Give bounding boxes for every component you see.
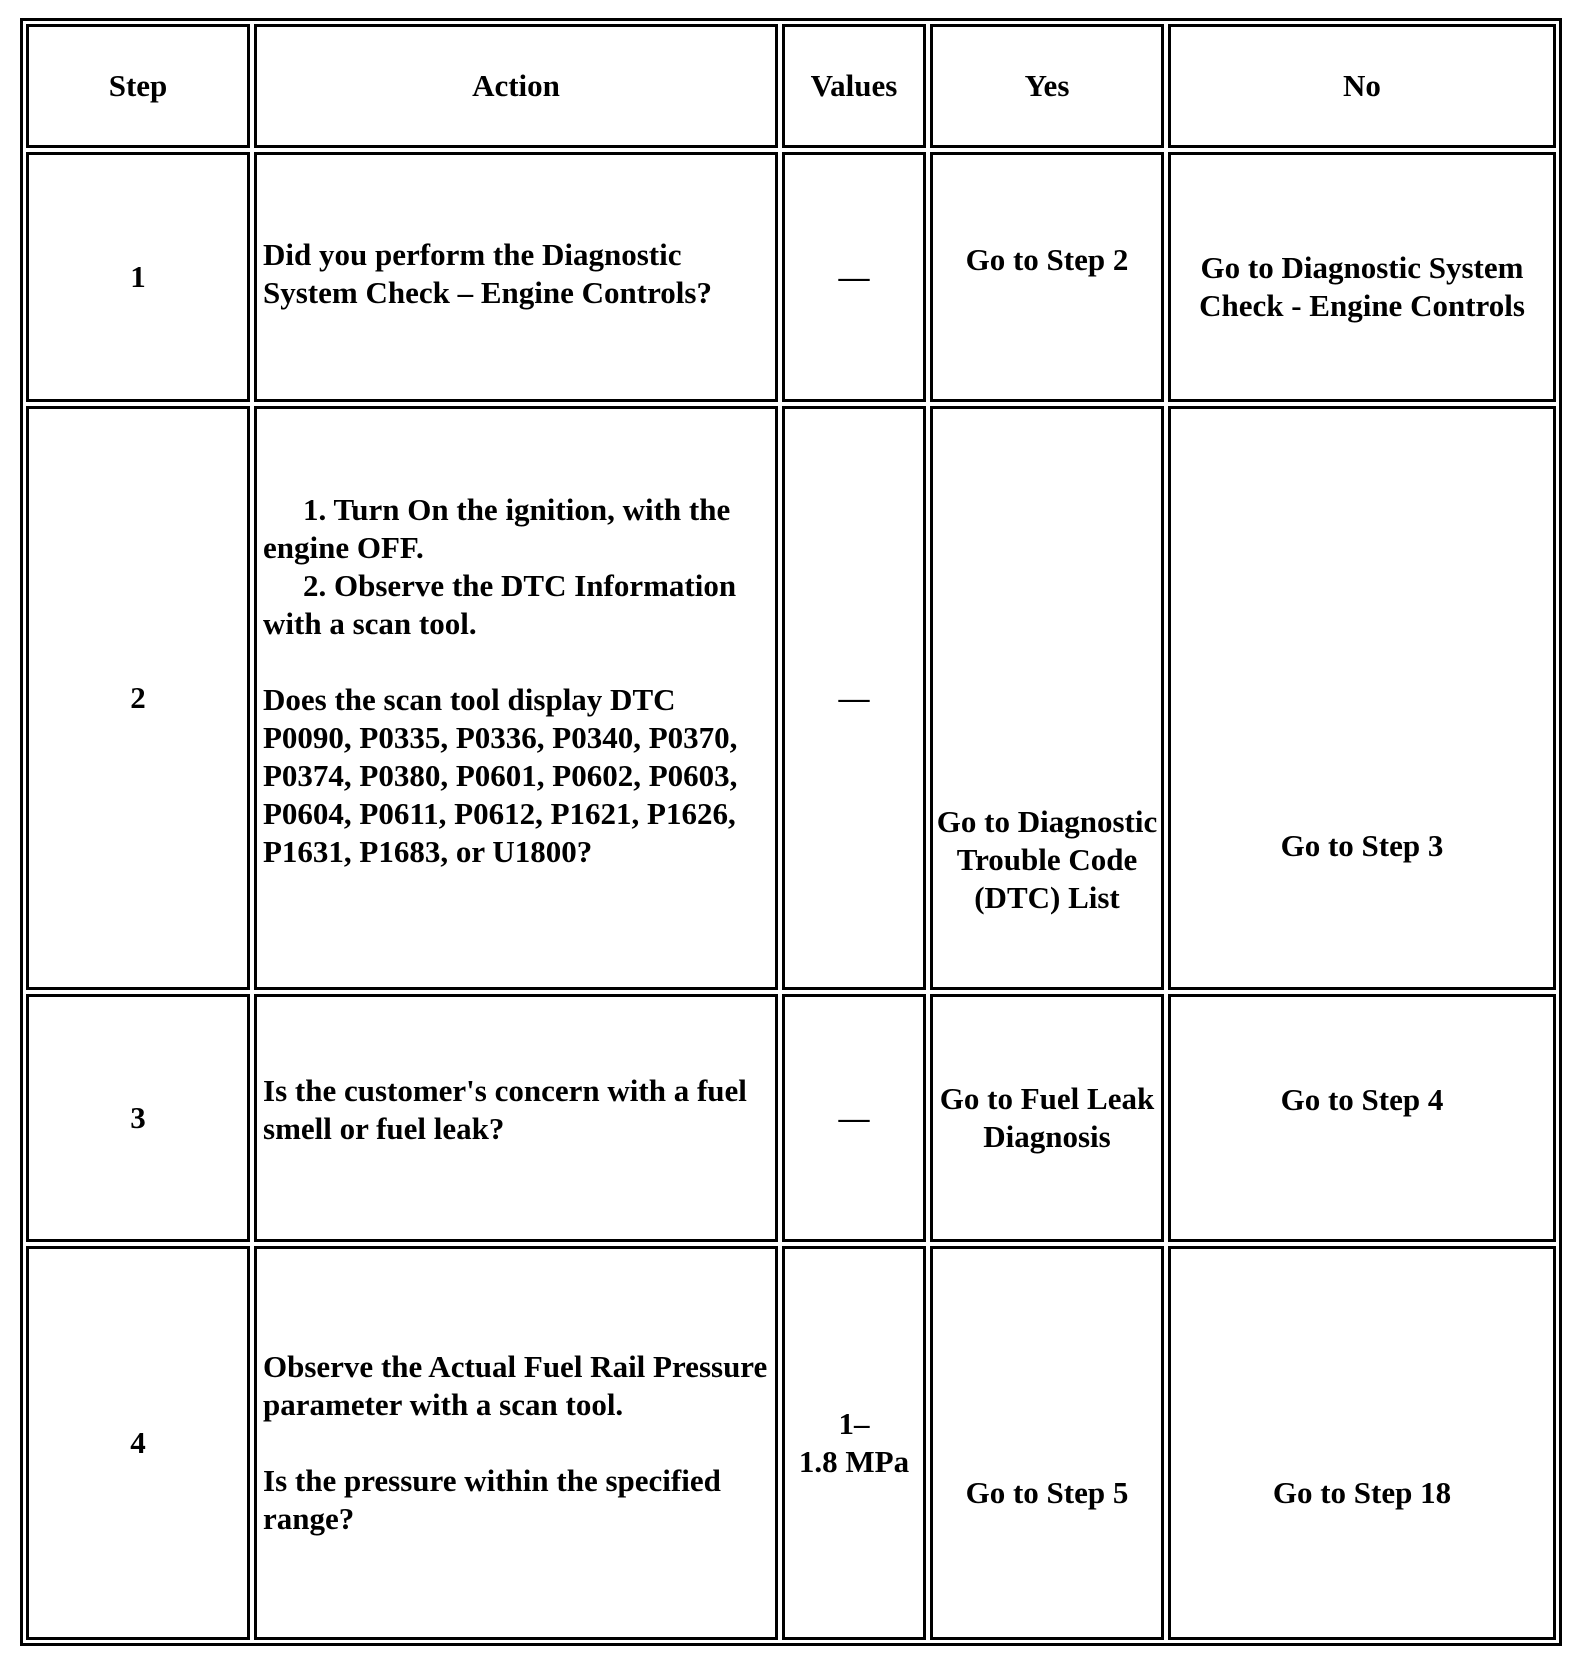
row2-action-item1: 1. Turn On the ignition, with the engine OFF. [263,492,731,565]
row2-action-question: Does the scan tool display DTC P0090, P0335, P0336, P0340, P0370, P0374, P0380, P0601, P0602, P0603, P0604, P0611, P0612, P1621, P1626, P1631, P1683, or U1800? [263,682,738,869]
row2-values [782,406,926,990]
row2-values-text: — [838,680,870,715]
row4-no-link[interactable]: Go to Step 18 [1272,1475,1452,1510]
row4-action [254,1246,778,1640]
row4-action-question: Is the pressure within the specified range? [263,1463,721,1536]
header-values [782,24,926,148]
row3-yes [930,994,1164,1242]
row3-step [26,994,250,1242]
header-yes-label: Yes [1024,68,1070,103]
row3-values [782,994,926,1242]
header-step-label: Step [108,68,168,103]
header-action-label: Action [472,68,560,103]
row4-no [1168,1246,1556,1640]
row3-no [1168,994,1556,1242]
row2-action-item2: 2. Observe the DTC Information with a scan tool. [263,568,737,641]
header-yes [930,24,1164,148]
row1-yes [930,152,1164,402]
header-values-label: Values [810,68,898,103]
row4-action-line1: Observe the Actual Fuel Rail Pressure parameter with a scan tool. [263,1349,768,1422]
row3-action-text: Is the customer's concern with a fuel smell or fuel leak? [263,1073,747,1146]
header-no-label: No [1343,68,1381,103]
row1-values [782,152,926,402]
row1-action-text: Did you perform the Diagnostic System Check – Engine Controls? [263,237,712,310]
row2-step [26,406,250,990]
row3-action [254,994,778,1242]
row4-step-number: 4 [130,1425,146,1460]
row1-no [1168,152,1556,402]
header-step [26,24,250,148]
row4-yes-link[interactable]: Go to Step 5 [965,1475,1129,1510]
row2-no-link[interactable]: Go to Step 3 [1280,828,1444,863]
row4-values-text: 1– 1.8 MPa [798,1406,910,1479]
row4-yes [930,1246,1164,1640]
row2-yes-link[interactable]: Go to Diagnostic Trouble Code (DTC) List [936,804,1158,915]
row3-yes-link[interactable]: Go to Fuel Leak Diagnosis [939,1081,1155,1154]
row1-yes-link[interactable]: Go to Step 2 [965,242,1129,277]
row1-step-number: 1 [130,259,146,294]
header-no [1168,24,1556,148]
row4-values [782,1246,926,1640]
row3-no-link[interactable]: Go to Step 4 [1280,1082,1444,1117]
row1-action [254,152,778,402]
header-action [254,24,778,148]
row1-values-text: — [838,259,870,294]
row2-action [254,406,778,990]
row1-no-link[interactable]: Go to Diagnostic System Check - Engine Controls [1199,250,1525,323]
row3-step-number: 3 [130,1100,146,1135]
row2-step-number: 2 [130,680,146,715]
row2-no [1168,406,1556,990]
row4-step [26,1246,250,1640]
row3-values-text: — [838,1100,870,1135]
row1-step [26,152,250,402]
row2-yes [930,406,1164,990]
